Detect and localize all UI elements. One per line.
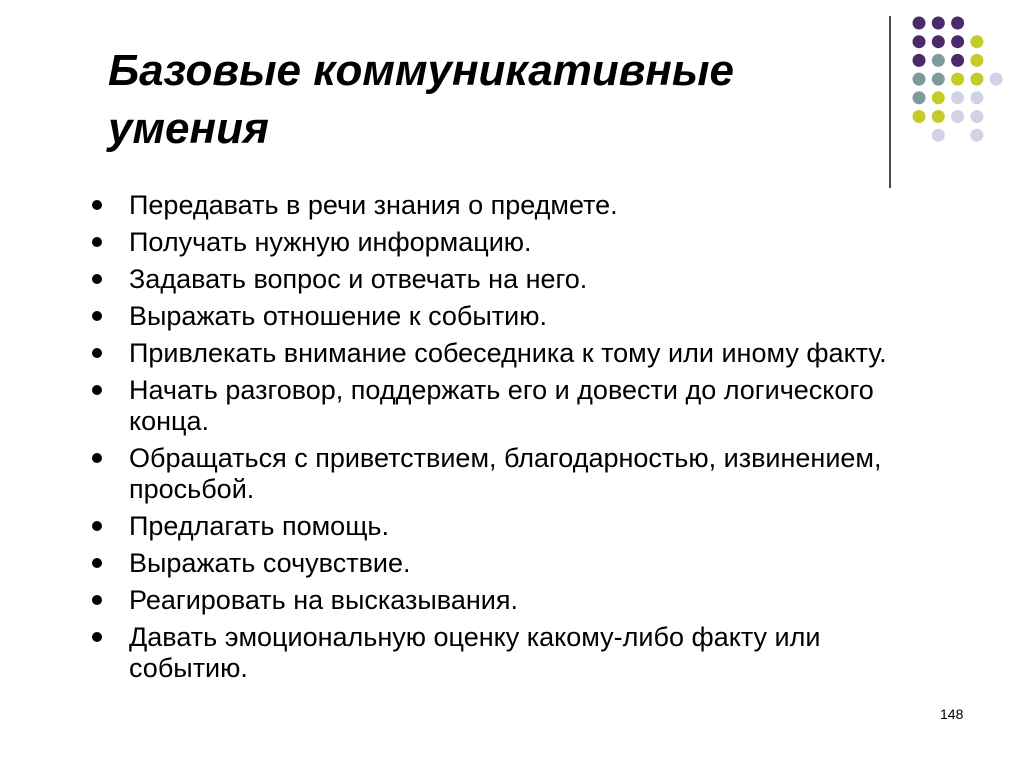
decorative-dot bbox=[932, 110, 945, 123]
list-item-text: Привлекать внимание собеседника к тому или иному факту. bbox=[129, 338, 887, 368]
decorative-dot bbox=[913, 73, 926, 86]
decorative-dot bbox=[970, 54, 983, 67]
decorative-dot bbox=[913, 17, 926, 30]
decorative-dot bbox=[913, 54, 926, 67]
list-item-text: Реагировать на высказывания. bbox=[129, 585, 518, 615]
list-item-text: Получать нужную информацию. bbox=[129, 227, 532, 257]
list-item bbox=[92, 548, 912, 579]
list-item-text: Давать эмоциональную оценку какому-либо факту или событию. bbox=[129, 622, 821, 683]
bullet-list bbox=[92, 190, 912, 690]
list-item bbox=[92, 264, 912, 295]
bullet-icon bbox=[92, 558, 102, 568]
list-item bbox=[92, 190, 912, 221]
list-item-text: Передавать в речи знания о предмете. bbox=[129, 190, 618, 220]
decorative-dot bbox=[970, 91, 983, 104]
bullet-icon bbox=[92, 237, 102, 247]
list-item bbox=[92, 375, 912, 437]
list-item-text: Выражать сочувствие. bbox=[129, 548, 411, 578]
decorative-dot bbox=[951, 35, 964, 48]
decorative-dot bbox=[932, 73, 945, 86]
list-item bbox=[92, 511, 912, 542]
list-item-text: Начать разговор, поддержать его и довести до логического конца. bbox=[129, 375, 874, 436]
decorative-dot bbox=[951, 73, 964, 86]
decorative-dot bbox=[970, 73, 983, 86]
decorative-dot bbox=[913, 35, 926, 48]
list-item bbox=[92, 443, 912, 505]
list-item bbox=[92, 585, 912, 616]
bullet-icon bbox=[92, 274, 102, 284]
list-item bbox=[92, 622, 912, 684]
decorative-dot bbox=[951, 110, 964, 123]
decorative-dot bbox=[932, 54, 945, 67]
list-item-text: Обращаться с приветствием, благодарностью, извинением, просьбой. bbox=[129, 443, 882, 504]
bullet-icon bbox=[92, 632, 102, 642]
bullet-icon bbox=[92, 311, 102, 321]
bullet-icon bbox=[92, 348, 102, 358]
list-item bbox=[92, 338, 912, 369]
decorative-dot bbox=[913, 110, 926, 123]
list-item-text: Задавать вопрос и отвечать на него. bbox=[129, 264, 588, 294]
slide-title: Базовые коммуникативные умения bbox=[108, 46, 734, 153]
decorative-dot bbox=[932, 17, 945, 30]
decorative-dot bbox=[970, 35, 983, 48]
page-number: 148 bbox=[940, 706, 964, 722]
decorative-dot bbox=[932, 35, 945, 48]
list-item bbox=[92, 227, 912, 258]
decorative-dot bbox=[913, 91, 926, 104]
decorative-dot bbox=[951, 91, 964, 104]
bullet-icon bbox=[92, 200, 102, 210]
decorative-dot bbox=[932, 129, 945, 142]
bullet-icon bbox=[92, 521, 102, 531]
decorative-dot-grid bbox=[0, 0, 1024, 200]
decorative-dot bbox=[932, 91, 945, 104]
decorative-dot bbox=[990, 73, 1003, 86]
list-item bbox=[92, 301, 912, 332]
decorative-dot bbox=[970, 129, 983, 142]
decorative-dot bbox=[951, 54, 964, 67]
decorative-dot bbox=[970, 110, 983, 123]
decorative-dot bbox=[951, 17, 964, 30]
bullet-icon bbox=[92, 453, 102, 463]
list-item-text: Предлагать помощь. bbox=[129, 511, 389, 541]
bullet-icon bbox=[92, 385, 102, 395]
bullet-icon bbox=[92, 595, 102, 605]
list-item-text: Выражать отношение к событию. bbox=[129, 301, 547, 331]
